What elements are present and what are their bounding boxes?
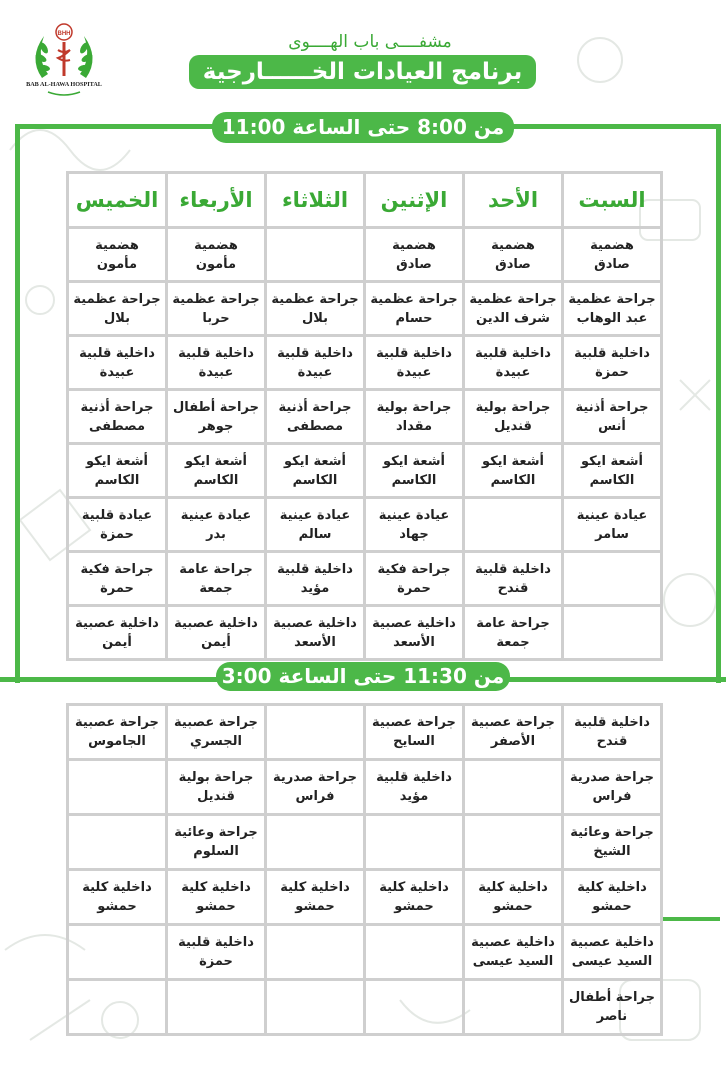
day-header-sunday: الأحد xyxy=(464,173,563,228)
clinic-cell xyxy=(266,444,365,498)
doctor-name: عبيدة xyxy=(297,364,333,380)
doctor-name: حمرة xyxy=(397,580,431,596)
clinic-specialty: جراحة فكية xyxy=(377,561,451,577)
doctor-name: مصطفى xyxy=(88,418,146,434)
clinic-cell xyxy=(167,498,266,552)
clinic-specialty: جراحة عامة xyxy=(179,561,253,577)
doctor-name: الكاسم xyxy=(490,472,536,488)
clinic-cell xyxy=(464,925,563,980)
doctor-name: قنديل xyxy=(197,789,235,804)
doctor-name: الأسعد xyxy=(393,634,435,650)
clinic-cell xyxy=(563,870,662,925)
clinic-cell xyxy=(167,228,266,282)
clinic-cell xyxy=(464,552,563,606)
clinic-specialty: جراحة عامة xyxy=(476,615,550,631)
clinic-cell xyxy=(464,760,563,815)
doctor-name: عبيدة xyxy=(396,364,432,380)
clinic-cell xyxy=(365,925,464,980)
clinic-cell xyxy=(68,606,167,660)
doctor-name: عبيدة xyxy=(495,364,531,380)
clinic-cell xyxy=(68,498,167,552)
clinic-cell xyxy=(167,282,266,336)
clinic-cell xyxy=(563,444,662,498)
doctor-name: مؤيد xyxy=(399,789,429,804)
clinic-cell xyxy=(167,980,266,1035)
clinic-cell xyxy=(68,552,167,606)
clinic-cell xyxy=(266,815,365,870)
schedule-row xyxy=(68,552,662,606)
clinic-specialty: داخلية قلبية xyxy=(79,345,155,361)
clinic-specialty: داخلية كلية xyxy=(181,880,251,895)
clinic-cell xyxy=(266,925,365,980)
doctor-name: مصطفى xyxy=(286,418,344,434)
clinic-cell xyxy=(167,925,266,980)
clinic-cell xyxy=(464,444,563,498)
clinic-specialty: داخلية عصبية xyxy=(75,615,159,631)
clinic-cell xyxy=(68,870,167,925)
clinic-cell xyxy=(266,980,365,1035)
clinic-specialty: داخلية قلبية xyxy=(376,345,452,361)
clinic-cell xyxy=(167,870,266,925)
clinic-cell xyxy=(464,282,563,336)
clinic-specialty: عيادة عينية xyxy=(279,507,351,523)
doctor-name: جمعة xyxy=(496,634,530,650)
clinic-specialty: جراحة أذنية xyxy=(575,399,649,415)
noon-frame-bottom-line xyxy=(660,917,720,921)
clinic-cell xyxy=(266,760,365,815)
doctor-name: مؤيد xyxy=(300,580,330,596)
clinic-cell xyxy=(167,444,266,498)
clinic-cell xyxy=(266,552,365,606)
clinic-cell xyxy=(464,606,563,660)
schedule-row xyxy=(68,498,662,552)
schedule-row xyxy=(68,606,662,660)
doctor-name: مأمون xyxy=(96,256,138,272)
clinic-specialty: عيادة عينية xyxy=(378,507,450,523)
doctor-name: مأمون xyxy=(195,256,237,272)
doctor-name: بلال xyxy=(301,310,329,326)
doctor-name: الكاسم xyxy=(193,472,239,488)
schedule-row xyxy=(68,390,662,444)
hospital-name: مشفــــى باب الهــــوى xyxy=(288,32,452,52)
clinic-cell xyxy=(464,815,563,870)
schedule-row xyxy=(68,282,662,336)
morning-time-label: من 8:00 حتى الساعة 11:00 xyxy=(212,112,514,143)
clinic-specialty: جراحة بولية xyxy=(178,770,254,785)
doctor-name: بلال xyxy=(103,310,131,326)
logo-top-text: BHH xyxy=(57,31,71,37)
doctor-name: صادق xyxy=(396,256,432,272)
schedule-row xyxy=(68,760,662,815)
clinic-cell xyxy=(365,390,464,444)
clinic-cell xyxy=(365,870,464,925)
clinic-cell xyxy=(365,336,464,390)
doctor-name: الكاسم xyxy=(292,472,338,488)
doctor-name: الجاموس xyxy=(88,734,146,749)
doctor-name: قندح xyxy=(596,734,628,749)
clinic-specialty: داخلية كلية xyxy=(379,880,449,895)
clinic-cell xyxy=(167,336,266,390)
clinic-specialty: جراحة عظمية xyxy=(271,291,359,307)
clinic-cell xyxy=(464,980,563,1035)
clinic-specialty: داخلية قلبية xyxy=(178,935,254,950)
clinic-cell xyxy=(365,552,464,606)
clinic-cell xyxy=(365,606,464,660)
day-header-tuesday: الثلاثاء xyxy=(266,173,365,228)
doctor-name: الجسري xyxy=(190,734,242,749)
doctor-name: مقداد xyxy=(395,418,433,434)
doctor-name: حسام xyxy=(395,310,433,326)
clinic-specialty: أشعة ايكو xyxy=(580,453,644,469)
clinic-cell xyxy=(68,980,167,1035)
day-header-thursday: الخميس xyxy=(68,173,167,228)
clinic-cell xyxy=(68,444,167,498)
clinic-specialty: داخلية قلبية xyxy=(277,561,353,577)
clinic-specialty: جراحة وعائية xyxy=(174,825,258,840)
clinic-specialty: داخلية قلبية xyxy=(277,345,353,361)
schedule-row xyxy=(68,815,662,870)
doctor-name: الأصفر xyxy=(490,734,536,749)
doctor-name: الكاسم xyxy=(94,472,140,488)
clinic-cell xyxy=(563,498,662,552)
day-header-row xyxy=(68,173,662,228)
clinic-cell xyxy=(68,228,167,282)
clinic-cell xyxy=(167,390,266,444)
schedule-row xyxy=(68,870,662,925)
doctor-name: حمزة xyxy=(199,954,233,969)
doctor-name: حربا xyxy=(202,310,230,326)
doctor-name: حمشو xyxy=(493,899,533,914)
clinic-specialty: داخلية عصبية xyxy=(174,615,258,631)
morning-schedule-table xyxy=(66,171,663,661)
clinic-cell xyxy=(68,705,167,760)
doctor-name: حمزة xyxy=(100,526,134,542)
clinic-cell xyxy=(266,606,365,660)
clinic-specialty: جراحة عصبية xyxy=(75,715,159,730)
clinic-cell xyxy=(365,705,464,760)
clinic-cell xyxy=(563,606,662,660)
clinic-specialty: جراحة عصبية xyxy=(372,715,456,730)
clinic-specialty: جراحة فكية xyxy=(80,561,154,577)
clinic-specialty: أشعة ايكو xyxy=(481,453,545,469)
doctor-name: حمرة xyxy=(100,580,134,596)
clinic-cell xyxy=(563,815,662,870)
logo-text: BAB AL-HAWA HOSPITAL xyxy=(26,81,102,88)
doctor-name: قندح xyxy=(497,580,529,596)
clinic-specialty: داخلية عصبية xyxy=(372,615,456,631)
doctor-name: فراس xyxy=(592,789,632,804)
clinic-cell xyxy=(563,980,662,1035)
clinic-cell xyxy=(365,498,464,552)
doctor-name: فراس xyxy=(295,789,335,804)
clinic-cell xyxy=(365,444,464,498)
doctor-name: أيمن xyxy=(102,634,132,650)
doctor-name: جوهر xyxy=(198,418,234,434)
clinic-cell xyxy=(365,760,464,815)
clinic-specialty: داخلية كلية xyxy=(577,880,647,895)
clinic-specialty: داخلية كلية xyxy=(478,880,548,895)
clinic-specialty: جراحة بولية xyxy=(475,399,551,415)
clinic-specialty: داخلية قلبية xyxy=(376,770,452,785)
clinic-cell xyxy=(563,925,662,980)
clinic-cell xyxy=(68,760,167,815)
clinic-specialty: جراحة أطفال xyxy=(569,990,655,1005)
clinic-specialty: داخلية كلية xyxy=(280,880,350,895)
clinic-cell xyxy=(563,282,662,336)
clinic-specialty: أشعة ايكو xyxy=(283,453,347,469)
clinic-specialty: داخلية قلبية xyxy=(574,715,650,730)
day-header-monday: الإثنين xyxy=(365,173,464,228)
doctor-name: السايح xyxy=(393,734,435,749)
clinic-cell xyxy=(464,705,563,760)
clinic-specialty: داخلية عصبية xyxy=(570,935,654,950)
clinic-specialty: هضمية xyxy=(194,237,238,253)
clinic-specialty: هضمية xyxy=(392,237,436,253)
clinic-cell xyxy=(464,870,563,925)
schedule-row xyxy=(68,336,662,390)
clinic-specialty: جراحة أطفال xyxy=(173,399,259,415)
clinic-specialty: داخلية عصبية xyxy=(471,935,555,950)
doctor-name: حمشو xyxy=(592,899,632,914)
doctor-name: السيد عيسى xyxy=(472,954,554,969)
doctor-name: أنس xyxy=(598,418,626,434)
doctor-name: عبيدة xyxy=(198,364,234,380)
clinic-cell xyxy=(464,228,563,282)
clinic-cell xyxy=(167,815,266,870)
clinic-specialty: داخلية عصبية xyxy=(273,615,357,631)
clinic-specialty: داخلية قلبية xyxy=(475,345,551,361)
clinic-specialty: عيادة قلبية xyxy=(81,507,153,523)
clinic-cell xyxy=(68,282,167,336)
clinic-specialty: جراحة وعائية xyxy=(570,825,654,840)
doctor-name: شرف الدين xyxy=(476,310,550,326)
clinic-cell xyxy=(365,815,464,870)
doctor-name: السيد عيسى xyxy=(571,954,653,969)
clinic-specialty: أشعة ايكو xyxy=(85,453,149,469)
doctor-name: الشيخ xyxy=(593,844,631,859)
clinic-specialty: جراحة عصبية xyxy=(471,715,555,730)
doctor-name: سالم xyxy=(298,526,332,542)
clinic-cell xyxy=(266,870,365,925)
clinic-specialty: هضمية xyxy=(95,237,139,253)
clinic-specialty: جراحة عظمية xyxy=(73,291,161,307)
clinic-specialty: عيادة عينية xyxy=(180,507,252,523)
day-header-wednesday: الأربعاء xyxy=(167,173,266,228)
clinic-cell xyxy=(266,228,365,282)
clinic-cell xyxy=(365,980,464,1035)
clinic-cell xyxy=(167,760,266,815)
clinic-cell xyxy=(68,815,167,870)
clinic-cell xyxy=(563,552,662,606)
clinic-specialty: جراحة عظمية xyxy=(370,291,458,307)
doctor-name: عبد الوهاب xyxy=(576,310,648,326)
doctor-name: جهاد xyxy=(399,526,429,542)
doctor-name: الأسعد xyxy=(294,634,336,650)
doctor-name: حمشو xyxy=(97,899,137,914)
clinic-cell xyxy=(563,760,662,815)
doctor-name: جمعة xyxy=(199,580,233,596)
schedule-row xyxy=(68,925,662,980)
doctor-name: ناصر xyxy=(596,1009,628,1024)
clinic-cell xyxy=(464,498,563,552)
clinic-specialty: جراحة صدرية xyxy=(569,770,654,785)
clinic-specialty: جراحة أذنية xyxy=(80,399,154,415)
program-title: برنامج العيادات الخــــــارجية xyxy=(189,55,536,89)
doctor-name: حمشو xyxy=(295,899,335,914)
clinic-cell xyxy=(563,390,662,444)
clinic-specialty: جراحة صدرية xyxy=(272,770,357,785)
clinic-cell xyxy=(365,282,464,336)
clinic-specialty: أشعة ايكو xyxy=(184,453,248,469)
doctor-name: حمشو xyxy=(394,899,434,914)
clinic-cell xyxy=(464,390,563,444)
clinic-cell xyxy=(563,705,662,760)
doctor-name: حمشو xyxy=(196,899,236,914)
clinic-cell xyxy=(167,705,266,760)
clinic-cell xyxy=(68,925,167,980)
doctor-name: سامر xyxy=(595,526,629,542)
clinic-specialty: جراحة عظمية xyxy=(172,291,260,307)
hospital-logo xyxy=(8,18,120,100)
day-header-saturday: السبت xyxy=(563,173,662,228)
clinic-cell xyxy=(563,336,662,390)
clinic-specialty: داخلية قلبية xyxy=(178,345,254,361)
clinic-cell xyxy=(464,336,563,390)
clinic-specialty: أشعة ايكو xyxy=(382,453,446,469)
schedule-row xyxy=(68,980,662,1035)
clinic-cell xyxy=(68,336,167,390)
clinic-specialty: عيادة عينية xyxy=(576,507,648,523)
clinic-cell xyxy=(266,498,365,552)
schedule-row xyxy=(68,444,662,498)
clinic-cell xyxy=(266,282,365,336)
doctor-name: السلوم xyxy=(193,844,239,859)
clinic-specialty: هضمية xyxy=(590,237,634,253)
doctor-name: عبيدة xyxy=(99,364,135,380)
clinic-specialty: جراحة أذنية xyxy=(278,399,352,415)
clinic-specialty: داخلية قلبية xyxy=(475,561,551,577)
clinic-specialty: داخلية قلبية xyxy=(574,345,650,361)
clinic-specialty: جراحة بولية xyxy=(376,399,452,415)
clinic-cell xyxy=(563,228,662,282)
clinic-specialty: جراحة عظمية xyxy=(469,291,557,307)
clinic-cell xyxy=(266,390,365,444)
doctor-name: بدر xyxy=(206,526,226,542)
doctor-name: أيمن xyxy=(201,634,231,650)
clinic-specialty: جراحة عصبية xyxy=(174,715,258,730)
clinic-cell xyxy=(266,336,365,390)
doctor-name: الكاسم xyxy=(589,472,635,488)
doctor-name: صادق xyxy=(594,256,630,272)
schedule-row xyxy=(68,705,662,760)
clinic-specialty: جراحة عظمية xyxy=(568,291,656,307)
clinic-specialty: داخلية كلية xyxy=(82,880,152,895)
noon-schedule-table xyxy=(66,703,663,1036)
doctor-name: حمزة xyxy=(595,364,629,380)
clinic-cell xyxy=(167,552,266,606)
clinic-cell xyxy=(365,228,464,282)
schedule-row xyxy=(68,228,662,282)
doctor-name: الكاسم xyxy=(391,472,437,488)
noon-time-label: من 11:30 حتى الساعة 3:00 xyxy=(216,662,510,691)
doctor-name: صادق xyxy=(495,256,531,272)
doctor-name: قنديل xyxy=(494,418,532,434)
clinic-cell xyxy=(266,705,365,760)
clinic-specialty: هضمية xyxy=(491,237,535,253)
clinic-cell xyxy=(167,606,266,660)
clinic-cell xyxy=(68,390,167,444)
